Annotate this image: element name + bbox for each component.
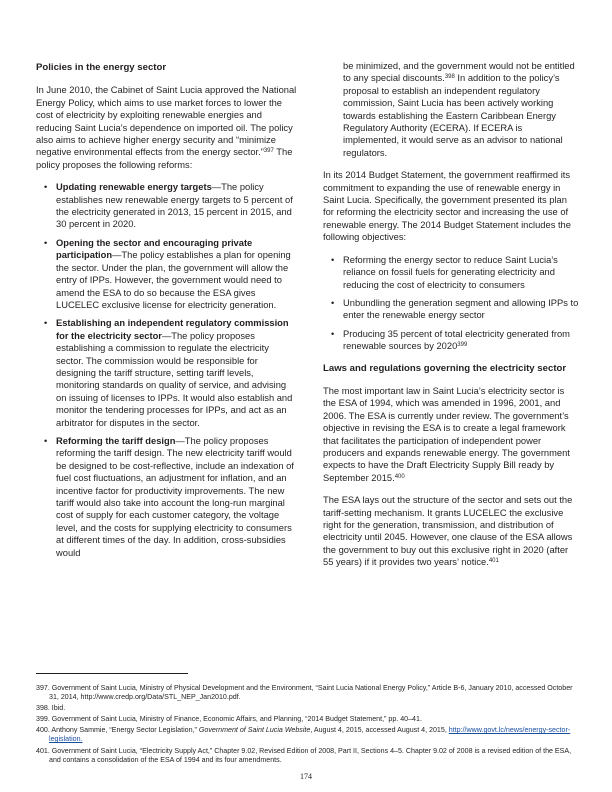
footnote-ref-398[interactable]: 398 (444, 74, 455, 81)
reforms-list (36, 181, 298, 559)
intro-text-end: The policy proposes the following reforms: (36, 147, 293, 170)
right-column (323, 60, 579, 579)
list-item (36, 237, 298, 311)
footnote-400-link[interactable]: http://www.govt.lc/news/energy-sector-legislation. (49, 726, 571, 744)
list-item (36, 317, 298, 429)
footnote-divider (36, 673, 188, 674)
footnote-400-text: 400. Anthony Sammie, “Energy Sector Legislation,” (36, 726, 199, 735)
law-text: The most important law in Saint Lucia’s electricity sector is the ESA of 1994, which was amended in 1996, 2001, and 2006. The ESA is currently under review. The government’s objective in revising the ESA is to create a legal framework that facilitates the participation of independent power producers and expands renewable energy. The government expects to have the Draft Electricity Supply Bill ready by September 2015. (323, 385, 570, 483)
list-item-text: —The policy establishes new renewable energy targets to 5 percent of the electricity generated in 2013, 15 percent in 2015, and 30 percent in 2020. (56, 182, 293, 230)
list-item: • Unbundling the generation segment and allowing IPPs to enter the renewable energy sector (323, 297, 579, 322)
footnote-399: 399. Government of Saint Lucia, Ministry of Finance, Economic Affairs, and Planning, “2014 Budget Statement,” pp. 40–41. (36, 715, 422, 724)
footnotes (36, 684, 582, 767)
continuation-paragraph (323, 60, 579, 159)
intro-paragraph (36, 84, 298, 171)
footnote-400-source: Government of Saint Lucia Website (198, 726, 311, 735)
list-item-text: —The policy proposes establishing a commission to regulate the electricity sector. The commission would be responsible for designing the tariff structure, setting tariff levels, monitoring standards on quality of service, and advising on issuing of licenses to IPPs. It would also establish and monitor the tendering processes for IPPs, and act as an arbitrator for disputes in the sector. (56, 330, 293, 428)
list-item-title: Establishing an independent regulatory commission for the electricity sector (56, 318, 289, 341)
list-item (36, 435, 298, 559)
footnote-400 (36, 726, 582, 744)
list-item-title: Updating renewable energy targets (56, 182, 212, 193)
section-heading-laws: Laws and regulations governing the electricity sector (323, 362, 567, 374)
footnote-ref-397[interactable]: 397 (263, 148, 274, 155)
continuation-text-end: In addition to the policy’s proposal to establish an independent regulatory commission, Saint Lucia has been actively working towards establishing the Eastern Caribbean Energy Regulatory Authority (ECERA). If ECERA is implemented, it would serve as an advisor to national regulators. (343, 73, 563, 158)
intro-text: In June 2010, the Cabinet of Saint Lucia approved the National Energy Policy, which aims to use market forces to lower the cost of electricity by exploiting renewable energies and reducing Saint Lucia’s dependence on imported oil. The policy also aims to achieve higher energy security and “minimize negative environmental effects from the energy sector.” (36, 85, 297, 158)
budget-paragraph: In its 2014 Budget Statement, the government reaffirmed its commitment to expanding the use of renewable energy in Saint Lucia. Specifically, the government presented its plan for reforming the electricity sector and increasing the use of renewable energy. The 2014 Budget Statement includes the following objectives: (323, 170, 571, 243)
list-item-title: Opening the sector and encouraging private participation (56, 237, 253, 261)
esa-text: The ESA lays out the structure of the sector and sets out the tariff-setting mechanism. It grants LUCELEC the exclusive right for the generation, transmission, and distribution of electricity until 2045. However, one clause of the ESA allows the government to buy out this exclusive right in 2020 (after 55 years) if it provides two years’ notice. (323, 495, 573, 568)
left-column (36, 62, 298, 569)
footnote-ref-400[interactable]: 400 (394, 473, 405, 480)
footnote-397: 397. Government of Saint Lucia, Ministry of Physical Development and the Environment, “Saint Lucia National Energy Policy,” Article B-6, January 2010, accessed October 31, 2014, http://www.credp.org/Data/STL_NEP_Jan2010.pdf. (36, 684, 573, 702)
footnote-400-date: , August 4, 2015, accessed August 4, 2015, (310, 726, 449, 735)
list-item (36, 181, 298, 231)
esa-paragraph (323, 494, 579, 568)
footnote-ref-399[interactable]: 399 (457, 342, 468, 349)
law-paragraph (323, 385, 579, 484)
list-item: • Reforming the energy sector to reduce Saint Lucia’s reliance on fossil fuels for generating electricity and reducing the cost of electricity to consumers (323, 254, 579, 291)
footnote-398: 398. Ibid. (36, 704, 66, 713)
list-item-text: Producing 35 percent of total electricity generated from renewable sources by 2020 (343, 328, 570, 352)
page-number: 174 (300, 772, 312, 781)
list-item (323, 328, 579, 353)
footnote-401: 401. Government of Saint Lucia, “Electricity Supply Act,” Chapter 9.02, Revised Edition of 2008, Part II, Sections 4–5. Chapter 9.02 of 2008 is a revised edition of the ESA, and contains a consolidation of the ESA of 1994 and its four amendments. (36, 746, 572, 764)
list-item-text: —The policy establishes a plan for opening the sector. Under the plan, the government will allow the entry of IPPs. However, the government would need to amend the ESA to do so because the ESA gives LUCELEC exclusive license for electricity generation. (56, 250, 291, 310)
section-heading-policies: Policies in the energy sector (36, 62, 167, 73)
footnote-ref-401[interactable]: 401 (488, 558, 499, 565)
list-item-text: —The policy proposes reforming the tariff design. The new electricity tariff would be designed to be cost-reflective, include an indexation of fuel cost fluctuations, an adjustment for inflation, and an incentive factor for productivity improvements. The new tariff would also take into account the long-run marginal cost of supply for each customer category, the voltage level, and the costs for supplying electricity to consumers at different times of the day. In addition, cross-subsidies would (56, 435, 294, 558)
list-item-title: Reforming the tariff design (56, 435, 176, 446)
continuation-text: be minimized, and the government would not be entitled to any special discounts. (343, 61, 575, 84)
objectives-list (323, 254, 579, 353)
